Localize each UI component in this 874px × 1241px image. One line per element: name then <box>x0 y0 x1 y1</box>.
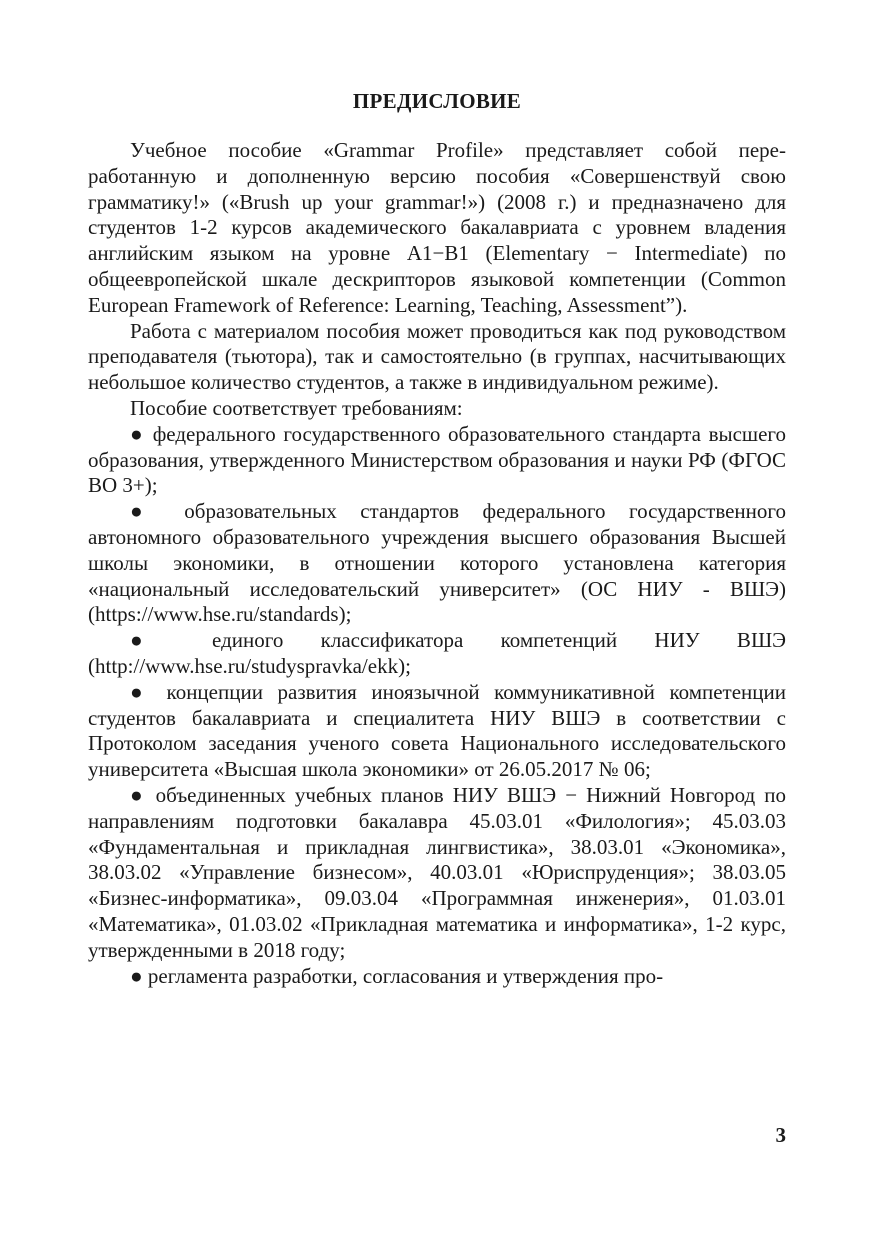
page-content <box>88 88 786 989</box>
page-number: 3 <box>775 1123 786 1147</box>
page-title: ПРЕДИСЛОВИЕ <box>352 89 522 113</box>
paragraph-intro: Учебное пособие «Grammar Profile» представляет собой переработанную и дополненную версию пособия «Совершенствуй свою грамматику!» («Brush up your grammar!») (2008 г.) и предназначено для студентов 1-2 курсов академического бакалавриата с уровнем владения английским языком на уровне А1−В1 (Elementary − Intermediate) по общеевропейской шкале дескрипторов языковой компетенции (Common European Framework of Reference: Learning, Teaching, Assessment”). <box>88 138 786 317</box>
list-item-study-plans: ● объединенных учебных планов НИУ ВШЭ − Нижний Новгород по направлениям подготовки бакалавра 45.03.01 «Филология»; 45.03.03 «Фундаментальная и прикладная лингвистика», 38.03.01 «Экономика», 38.03.02 «Управление бизнесом», 40.03.01 «Юриспруденция»; 38.03.05 «Бизнес-информатика», 09.03.04 «Программная инженерия», 01.03.01 «Математика», 01.03.02 «Прикладная математика и информатика», 1-2 курс, утвержденными в 2018 году; <box>88 782 786 962</box>
list-item-language-concept: ● концепции развития иноязычной коммуникативной компетенции студентов бакалавриата и специалитета НИУ ВШЭ в соответствии с Протоколом заседания ученого совета Национального исследовательского университета «Высшая школа экономики» от 26.05.2017 № 06; <box>88 679 786 782</box>
list-item-hse-standards: ● образовательных стандартов федерального государственного автономного образовательного учреждения высшего образования Высшей школы экономики, в отношении которого установлена категория «национальный исследовательский университет» (ОС НИУ - ВШЭ) (https://www.hse.ru/standards); <box>88 499 786 627</box>
paragraph-requirements-lead: Пособие соответствует требованиям: <box>130 395 463 420</box>
list-item-fgos: ● федерального государственного образовательного стандарта высшего образования, утвержденного Министерством образования и науки РФ (ФГОС ВО 3+); <box>88 421 786 498</box>
list-item-regulation: ● регламента разработки, согласования и утверждения про- <box>130 963 664 988</box>
list-item-competency-classifier: ● единого классификатора компетенций НИУ ВШЭ (http://www.hse.ru/studyspravka/ekk); <box>88 628 786 678</box>
paragraph-work-mode: Работа с материалом пособия может проводиться как под руководством преподавателя (тьютора), так и самостоятельно (в группах, насчитывающих небольшое количество студентов, а также в индивидуальном режиме). <box>88 318 786 395</box>
